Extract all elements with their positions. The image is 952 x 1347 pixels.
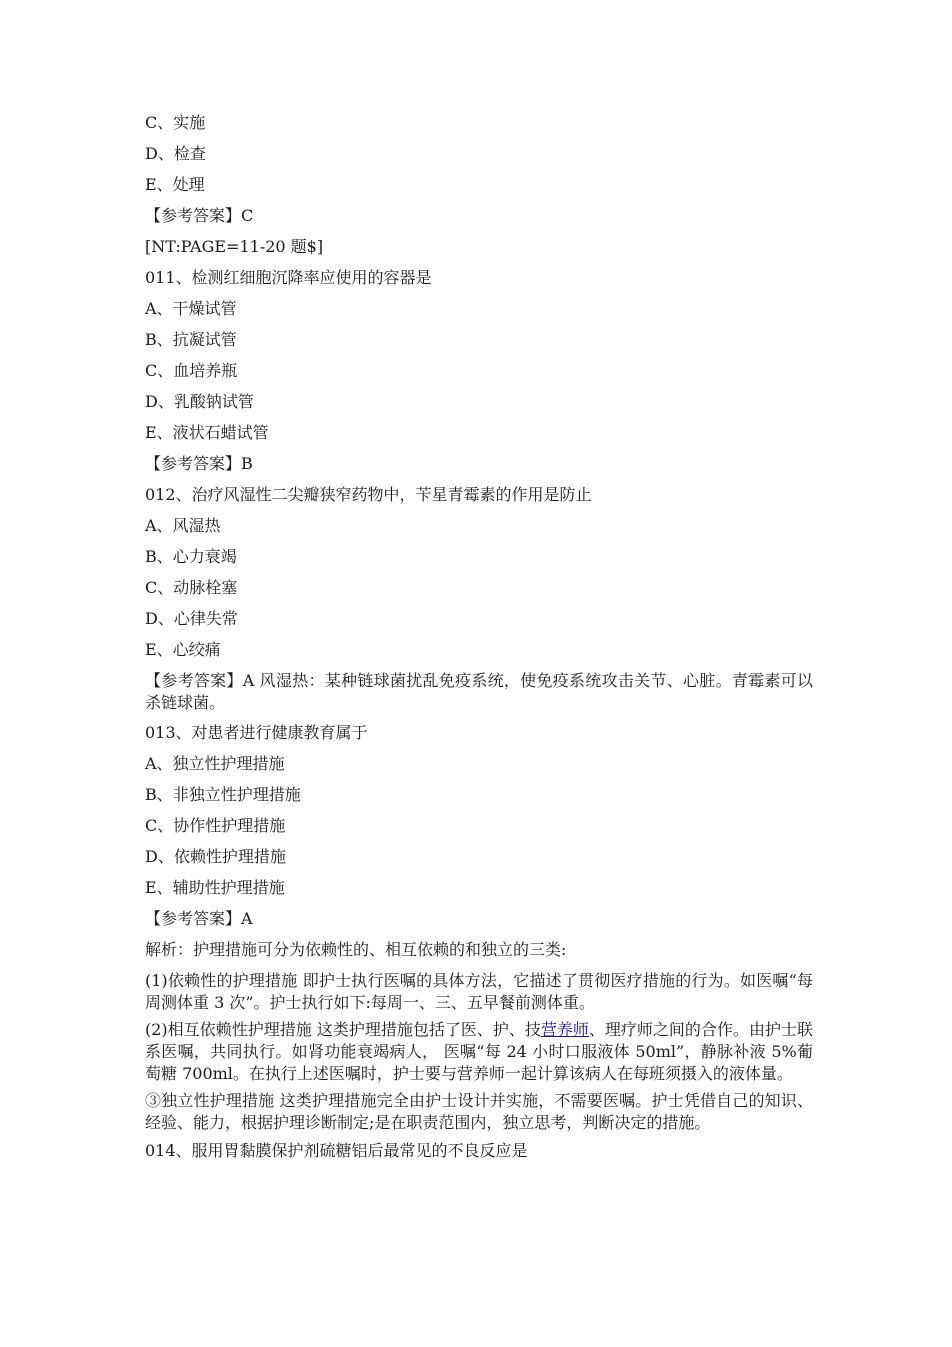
answer: 【参考答案】C [145, 206, 254, 225]
document-page [145, 112, 813, 1171]
option-d: D、乳酸钠试管 [145, 392, 254, 411]
option-b: B、非独立性护理措施 [145, 785, 301, 804]
option-c: C、动脉栓塞 [145, 578, 238, 597]
option-b: B、心力衰竭 [145, 547, 237, 566]
option-d: D、检查 [145, 144, 206, 163]
option-c: C、实施 [145, 113, 206, 132]
answer: 【参考答案】B [145, 454, 253, 473]
option-a: A、风湿热 [145, 516, 221, 535]
nutritionist-link[interactable]: 营养师 [540, 1020, 589, 1039]
option-b: B、抗凝试管 [145, 330, 237, 349]
analysis-paragraph-2 [145, 1019, 813, 1085]
option-d: D、依赖性护理措施 [145, 847, 286, 866]
question-012: 012、治疗风湿性二尖瓣狭窄药物中，苄星青霉素的作用是防止 [145, 485, 592, 504]
option-a: A、独立性护理措施 [145, 754, 285, 773]
analysis-paragraph-1: (1)依赖性的护理措施 即护士执行医嘱的具体方法，它描述了贯彻医疗措施的行为。如医嘱“每周测体重 3 次”。护士执行如下:每周一、三、五早餐前测体重。 [145, 971, 813, 1012]
option-c: C、协作性护理措施 [145, 816, 286, 835]
paragraph-text: (2)相互依赖性护理措施 这类护理措施包括了医、护、技 [145, 1020, 541, 1039]
question-014: 014、服用胃黏膜保护剂硫糖铝后最常见的不良反应是 [145, 1141, 528, 1160]
answer: 【参考答案】A [145, 909, 253, 928]
answer-with-explanation: 【参考答案】A 风湿热：某种链球菌扰乱免疫系统，使免疫系统攻击关节、心脏。青霉素可以杀链球菌。 [145, 671, 813, 712]
analysis-paragraph-3: ③独立性护理措施 这类护理措施完全由护士设计并实施，不需要医嘱。护士凭借自己的知识、经验、能力，根据护理诊断制定;是在职责范围内，独立思考，判断决定的措施。 [145, 1091, 813, 1132]
option-e: E、心绞痛 [145, 640, 221, 659]
option-e: E、辅助性护理措施 [145, 878, 285, 897]
question-011: 011、检测红细胞沉降率应使用的容器是 [145, 268, 432, 287]
option-e: E、处理 [145, 175, 205, 194]
option-a: A、干燥试管 [145, 299, 237, 318]
option-d: D、心律失常 [145, 609, 238, 628]
page-marker: [NT:PAGE=11-20 题$] [145, 237, 324, 256]
option-c: C、血培养瓶 [145, 361, 238, 380]
question-013: 013、对患者进行健康教育属于 [145, 723, 368, 742]
option-e: E、液状石蜡试管 [145, 423, 269, 442]
paragraph-text: 、理疗师之间的合作。由护士联系医嘱，共同执行。如肾功能衰竭病人， 医嘱“每 24 小时口服液体 50ml”，静脉补液 5%葡萄糖 700ml。在执行上述医嘱时，护士要与营养师一起计算该病人在每班须摄入的液体量。 [145, 1020, 813, 1083]
analysis-heading: 解析：护理措施可分为依赖性的、相互依赖的和独立的三类: [145, 940, 567, 959]
